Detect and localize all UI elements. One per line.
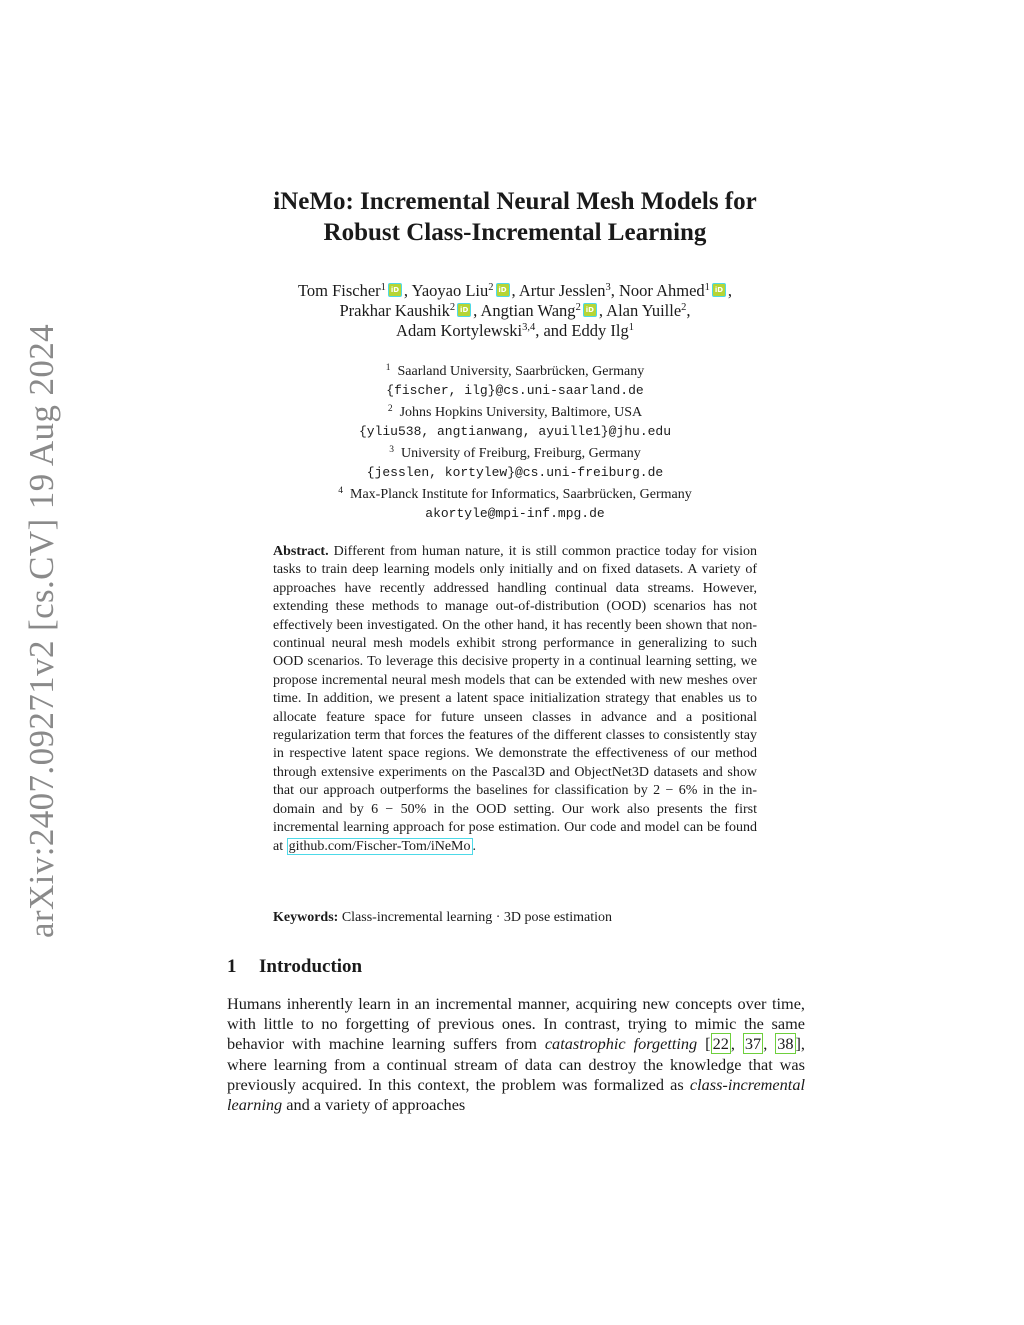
- section-title: Introduction: [259, 956, 363, 977]
- section-number: 1: [227, 956, 237, 977]
- author-affiliation-number: 3,4: [522, 322, 536, 333]
- author-list: [200, 281, 830, 341]
- author-name: Adam Kortylewski: [396, 321, 523, 340]
- author-separator: ,: [403, 281, 412, 300]
- citation-link[interactable]: 38: [777, 1034, 794, 1054]
- author-affiliation-number: 2: [488, 282, 494, 293]
- affiliation-institution: Max-Planck Institute for Informatics, Saarbrücken, Germany: [350, 487, 692, 502]
- author-separator: , and: [535, 321, 572, 340]
- affiliation-number: 2: [387, 404, 393, 414]
- author-affiliation-number: 2: [449, 302, 456, 313]
- citation-link[interactable]: 37: [744, 1034, 762, 1054]
- orcid-icon[interactable]: [457, 303, 471, 317]
- author-line: [200, 321, 830, 341]
- orcid-icon[interactable]: [583, 303, 597, 317]
- abstract-end: .: [472, 838, 476, 854]
- author-separator: ,: [598, 301, 607, 320]
- author-separator: ,: [473, 301, 481, 320]
- introduction-paragraph: Humans inherently learn in an incremental manner, acquiring new concepts over time, with little to no forgetting of previous ones. In contrast, trying to mimic the same behavior with machine learning suffers from catastrophic forgetting [ 22 , 37 , 38 ], where learning from a continual stream of data can destroy the knowledge that was previously acquired. In this context, the problem was formalized as class-incremental learning and a variety of approaches: [227, 994, 805, 1115]
- intro-text-2: , where learning from a continual stream of data can destroy the knowledge that was previously acquired. In this context, the problem was formalized as: [227, 1034, 805, 1094]
- code-repository-link[interactable]: github.com/Fischer-Tom/iNeMo: [288, 838, 471, 854]
- author-affiliation-number: 3: [605, 282, 611, 293]
- affiliation-line: [200, 441, 830, 464]
- intro-text-1: Humans inherently learn in an incremental manner, acquiring new concepts over time, with little to no forgetting of previous ones. In contrast, trying to mimic the same behavior with machine learning suffers from: [227, 994, 805, 1054]
- citation-link[interactable]: 22: [712, 1034, 729, 1054]
- paper-title: [200, 186, 830, 248]
- author-name: Artur Jesslen: [518, 281, 606, 300]
- affiliation-institution: Johns Hopkins University, Baltimore, USA: [399, 405, 643, 420]
- keywords-text: Class-incremental learning · 3D pose estimation: [341, 910, 613, 925]
- author-separator: ,: [610, 281, 619, 300]
- orcid-icon[interactable]: [388, 283, 402, 297]
- affiliation-email: {jesslen, kortylew}@cs.uni-freiburg.de: [366, 464, 664, 480]
- keywords: [273, 909, 757, 927]
- author-name: Eddy Ilg: [571, 321, 629, 340]
- author-name: Tom Fischer: [297, 281, 381, 300]
- affiliation-line: [200, 359, 830, 382]
- affiliation-email: {yliu538, angtianwang, ayuille1}@jhu.edu: [358, 423, 672, 439]
- arxiv-identifier-stamp: arXiv:2407.09271v2 [cs.CV] 19 Aug 2024: [22, 323, 61, 938]
- title-line-2: Robust Class-Incremental Learning: [323, 219, 707, 246]
- affiliation-email: {fischer, ilg}@cs.uni-saarland.de: [386, 382, 644, 398]
- author-affiliation-number: 2: [575, 302, 581, 313]
- author-affiliation-number: 2: [681, 302, 687, 313]
- author-line: [200, 301, 830, 321]
- affiliation-line: [200, 400, 830, 423]
- keywords-label: Keywords:: [273, 910, 339, 925]
- affiliation-list: [200, 359, 830, 523]
- author-separator: ,: [727, 281, 733, 300]
- orcid-icon[interactable]: [712, 283, 726, 297]
- author-affiliation-number: 1: [380, 282, 386, 293]
- abstract-label: Abstract.: [273, 544, 329, 559]
- title-line-1: iNeMo: Incremental Neural Mesh Models for: [273, 188, 757, 215]
- author-name: Prakhar Kaushik: [339, 301, 450, 320]
- author-name: Angtian Wang: [480, 301, 576, 320]
- author-separator: ,: [686, 301, 691, 320]
- affiliation-institution: University of Freiburg, Freiburg, Germany: [400, 446, 641, 461]
- intro-text-3: and a variety of approaches: [286, 1095, 466, 1115]
- affiliation-number: 1: [385, 363, 391, 373]
- author-affiliation-number: 1: [704, 282, 710, 293]
- intro-emphasis-2: class-incremental learning: [227, 1074, 805, 1115]
- section-heading: [227, 956, 362, 978]
- affiliation-number: 3: [389, 445, 394, 455]
- affiliation-line: [200, 482, 830, 505]
- author-affiliation-number: 1: [628, 322, 634, 333]
- intro-emphasis-1: catastrophic forgetting: [544, 1034, 698, 1054]
- abstract-text: Different from human nature, it is still common practice today for vision tasks to train deep learning models only initially and on fixed datasets. A variety of approaches have recently addressed handling continual data streams. However, extending these methods to manage out-of-distribution (OOD) scenarios has not effectively been investigated. On the other hand, it has recently been shown that non-continual neural mesh models exhibit strong performance in generalizing to such OOD scenarios. To leverage this decisive property in a continual learning setting, we propose incremental neural mesh models that can be extended with new meshes over time. In addition, we present a latent space initialization strategy that enables us to allocate feature space for future unseen classes in advance and a positional regularization term that forces the features of the different classes to consistently stay in respective latent space regions. We demonstrate the effectiveness of our method through extensive experiments on the Pascal3D and ObjectNet3D datasets and show that our approach outperforms the baselines for classification by 2 − 6% in the in-domain and by 6 − 50% in the OOD setting. Our work also presents the first incremental learning approach for pose estimation. Our code and model can be found at: [273, 544, 758, 854]
- orcid-icon[interactable]: [496, 283, 510, 297]
- author-name: Noor Ahmed: [618, 281, 705, 300]
- affiliation-email: akortyle@mpi-inf.mpg.de: [425, 505, 605, 521]
- affiliation-institution: Saarland University, Saarbrücken, Germany: [397, 364, 645, 379]
- author-line: [200, 281, 830, 301]
- affiliation-number: 4: [338, 486, 343, 496]
- abstract: [273, 543, 757, 856]
- author-name: Alan Yuille: [606, 301, 682, 320]
- author-separator: ,: [511, 281, 519, 300]
- author-name: Yaoyao Liu: [411, 281, 489, 300]
